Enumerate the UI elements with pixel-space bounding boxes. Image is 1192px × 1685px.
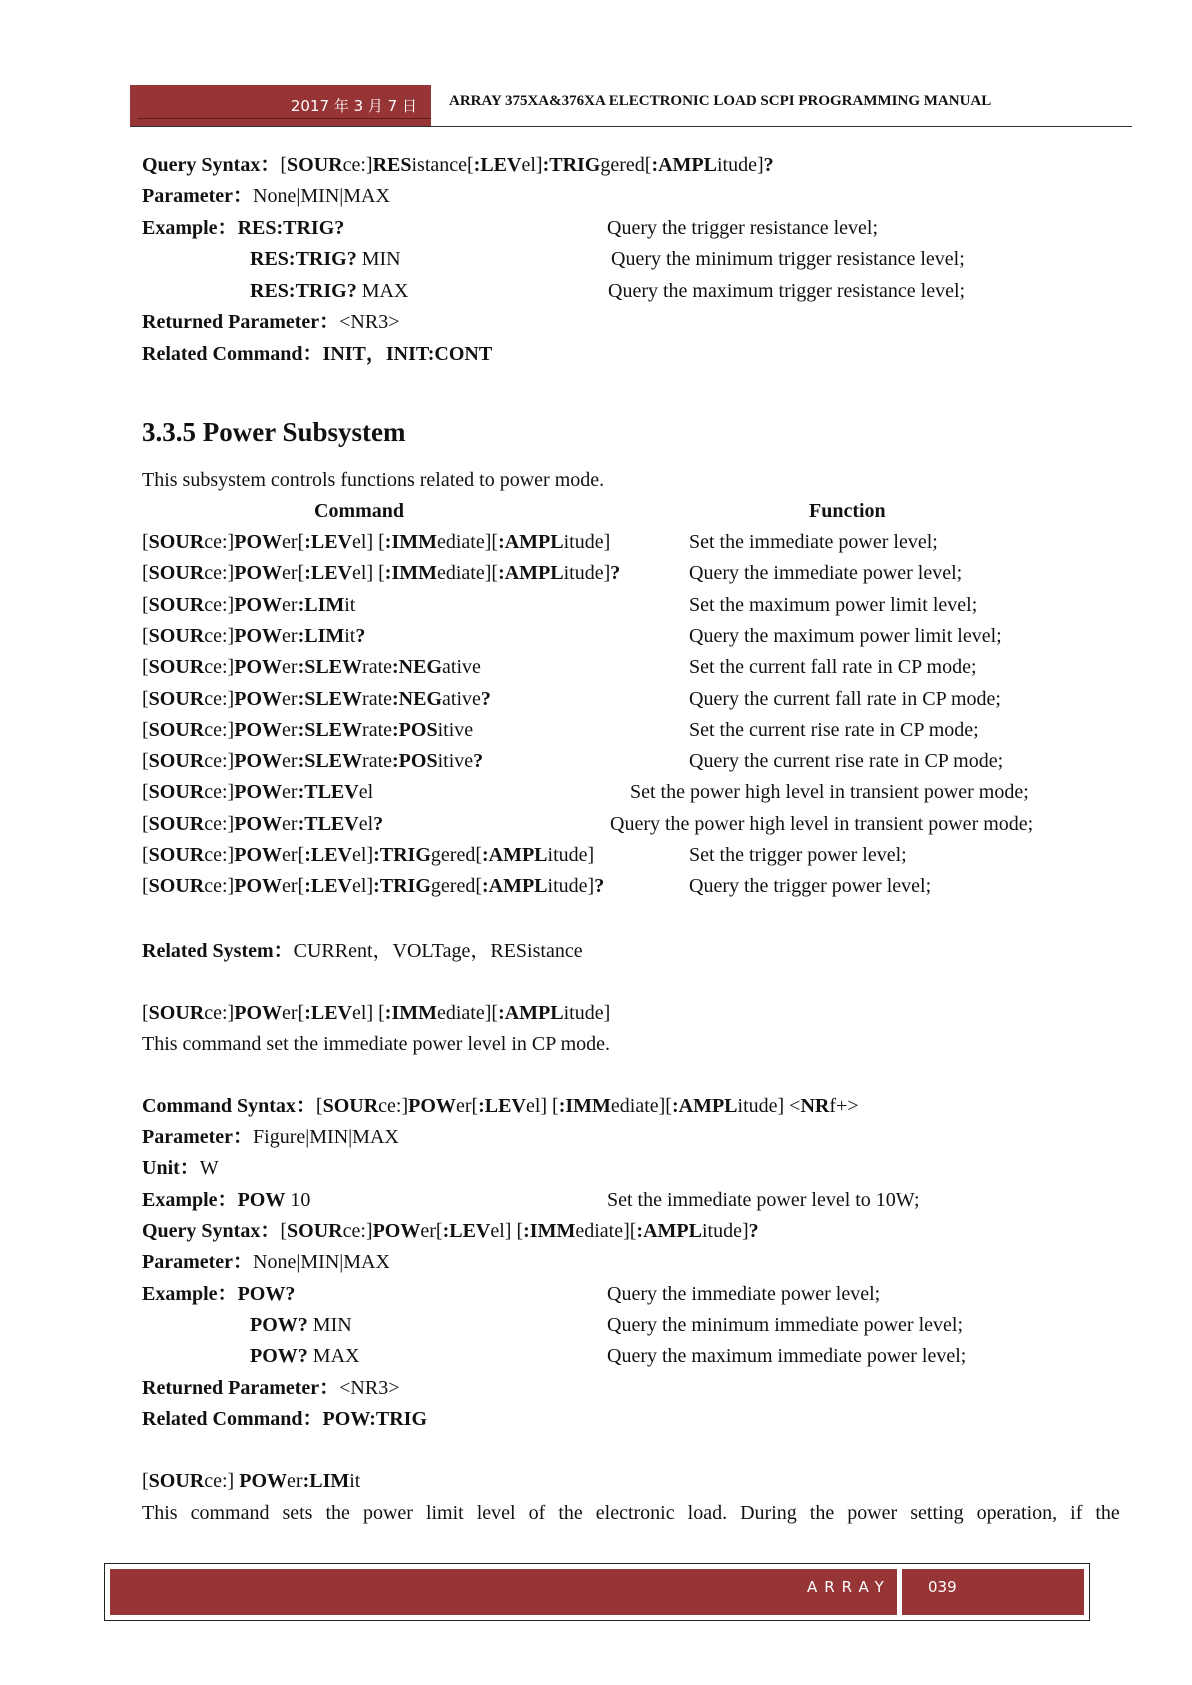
table-row-function: Query the power high level in transient power mode;	[610, 812, 1034, 835]
returned-value: <NR3>	[339, 1377, 400, 1399]
query-syntax-line	[142, 153, 774, 177]
example-desc: Query the trigger resistance level;	[607, 217, 878, 239]
block2-title-text: [SOURce:]POWer[:LEVel] [:IMMediate][:AMPLitude]	[142, 1002, 611, 1024]
block3-title	[142, 1469, 360, 1493]
header-date: 2017 年 3 月 7 日	[290, 97, 417, 115]
table-row-function: Query the current fall rate in CP mode;	[689, 687, 1001, 710]
column-header-command-text: Command	[314, 500, 405, 522]
query-syntax-value: [SOURce:]POWer[:LEVel] [:IMMediate][:AMPLitude]?	[280, 1220, 759, 1242]
header-rule	[130, 126, 1132, 127]
word: load.	[687, 1502, 728, 1524]
example-cmd: RES:TRIG?	[237, 217, 345, 239]
column-header-function-text: Function	[809, 500, 886, 522]
example-arg: MAX	[307, 1345, 360, 1367]
word: power	[362, 1502, 413, 1524]
word: command	[190, 1502, 270, 1524]
column-header-command	[314, 499, 404, 523]
related-system-line	[142, 939, 583, 963]
section-heading: 3.3.5 Power Subsystem	[142, 417, 406, 447]
block2-desc: This command set the immediate power level in CP mode.	[142, 1033, 611, 1055]
returned-value: <NR3>	[339, 311, 400, 333]
example-cmd: POW	[237, 1189, 286, 1211]
table-row-command: [SOURce:]POWer:SLEWrate:NEGative?	[142, 687, 491, 710]
example-desc: Query the immediate power level;	[607, 1283, 881, 1305]
word: limit	[425, 1502, 464, 1524]
returned-parameter-line	[142, 310, 400, 334]
word: electronic	[595, 1502, 675, 1524]
word: the	[1095, 1502, 1120, 1524]
table-row-command: [SOURce:]POWer:LIMit	[142, 593, 356, 616]
table-row-command: [SOURce:]POWer[:LEVel]:TRIGgered[:AMPLitude]	[142, 844, 595, 866]
example-desc: Query the maximum immediate power level;	[607, 1345, 967, 1367]
related-system-label: Related System：	[142, 940, 294, 962]
table-row-command: [SOURce:]POWer:LIMit?	[142, 624, 366, 647]
table-row-function: Query the maximum power limit level;	[689, 624, 1002, 647]
example-arg: MIN	[356, 248, 401, 270]
block2-title	[142, 1001, 610, 1025]
footer-brand: ARRAY	[807, 1578, 891, 1596]
query-syntax-value: [SOURce:]RESistance[:LEVel]:TRIGgered[:AMPLitude]?	[280, 154, 774, 176]
table-row-function: Set the current fall rate in CP mode;	[689, 656, 977, 679]
word: the	[809, 1502, 835, 1524]
returned-label: Returned Parameter：	[142, 1377, 340, 1399]
parameter-label: Parameter：	[142, 1251, 254, 1273]
parameter-line	[142, 184, 390, 208]
word: level	[476, 1502, 516, 1524]
header-date-bar	[130, 85, 431, 126]
unit-value: W	[199, 1157, 219, 1179]
table-row-function: Set the maximum power limit level;	[689, 593, 978, 616]
example-cmd: RES:TRIG?	[250, 248, 357, 270]
table-row-command: [SOURce:]POWer[:LEVel]:TRIGgered[:AMPLitude]?	[142, 875, 605, 898]
returned-label: Returned Parameter：	[142, 311, 340, 333]
parameter-label: Parameter：	[142, 1126, 254, 1148]
example-arg: 10	[285, 1189, 311, 1211]
column-header-function	[809, 499, 886, 523]
word: if	[1070, 1502, 1083, 1524]
word: the	[325, 1502, 350, 1524]
parameter-value: None|MIN|MAX	[253, 1251, 390, 1273]
example-line	[250, 279, 408, 303]
table-row-command: [SOURce:]POWer:SLEWrate:NEGative	[142, 656, 481, 679]
word: operation,	[976, 1502, 1058, 1524]
word: setting	[910, 1502, 964, 1524]
page-number: 039	[928, 1578, 957, 1596]
command-syntax-label: Command Syntax：	[142, 1095, 316, 1117]
example-cmd: RES:TRIG?	[250, 280, 357, 302]
returned-parameter-line	[142, 1376, 400, 1400]
query-syntax-label: Query Syntax：	[142, 1220, 281, 1242]
unit-label: Unit：	[142, 1157, 200, 1179]
example-label: Example：	[142, 217, 238, 239]
table-row-command: [SOURce:]POWer:TLEVel?	[142, 812, 384, 835]
parameter-value: Figure|MIN|MAX	[253, 1126, 399, 1148]
word: During	[740, 1502, 797, 1524]
command-syntax-value: [SOURce:]POWer[:LEVel] [:IMMediate][:AMPLitude] <NRf+>	[315, 1095, 859, 1117]
related-label: Related Command：	[142, 343, 323, 365]
example-label: Example：	[142, 1189, 238, 1211]
table-row-command: [SOURce:]POWer:TLEVel	[142, 781, 374, 804]
table-row-function: Query the trigger power level;	[689, 875, 932, 898]
word: This	[142, 1502, 178, 1524]
example-arg: MAX	[356, 280, 409, 302]
parameter-value: None|MIN|MAX	[253, 185, 390, 207]
example-line	[250, 1313, 352, 1337]
header-accent-line	[138, 118, 431, 119]
table-row-command: [SOURce:]POWer:SLEWrate:POSitive?	[142, 750, 484, 773]
example-desc: Query the minimum trigger resistance level;	[611, 248, 965, 270]
table-row-command: [SOURce:]POWer:SLEWrate:POSitive	[142, 718, 474, 741]
related-system-value: CURRent，VOLTage，RESistance	[293, 940, 583, 962]
parameter-line	[142, 1250, 390, 1274]
example-line	[142, 1188, 310, 1212]
word: sets	[282, 1502, 313, 1524]
example-line	[250, 247, 401, 271]
related-command-line	[142, 1407, 427, 1431]
related-value: POW:TRIG	[322, 1408, 427, 1430]
block3-desc	[142, 1501, 1120, 1525]
related-command-line	[142, 342, 492, 366]
example-line	[142, 1282, 295, 1306]
unit-line	[142, 1156, 219, 1180]
table-row-function: Set the current rise rate in CP mode;	[689, 718, 979, 741]
command-syntax-line	[142, 1094, 859, 1118]
example-cmd: POW?	[250, 1314, 308, 1336]
example-desc: Query the maximum trigger resistance level;	[608, 280, 966, 302]
parameter-label: Parameter：	[142, 185, 254, 207]
example-cmd: POW?	[250, 1345, 308, 1367]
table-row-function: Query the current rise rate in CP mode;	[689, 750, 1004, 773]
table-row-function: Query the immediate power level;	[689, 562, 963, 585]
example-cmd: POW?	[237, 1283, 296, 1305]
table-row-function: Set the trigger power level;	[689, 844, 907, 866]
word: power	[847, 1502, 898, 1524]
table-row-function: Set the power high level in transient power mode;	[630, 781, 1029, 804]
word: the	[558, 1502, 583, 1524]
header-title: ARRAY 375XA&376XA ELECTRONIC LOAD SCPI PROGRAMMING MANUAL	[449, 93, 992, 109]
example-label: Example：	[142, 1283, 238, 1305]
word: of	[528, 1502, 546, 1524]
parameter-line	[142, 1125, 399, 1149]
related-label: Related Command：	[142, 1408, 323, 1430]
section-intro: This subsystem controls functions related to power mode.	[142, 469, 605, 491]
example-line	[142, 216, 344, 240]
related-value: INIT，INIT:CONT	[322, 343, 493, 365]
example-desc: Set the immediate power level to 10W;	[607, 1189, 920, 1211]
table-row-function: Set the immediate power level;	[689, 531, 938, 553]
table-row-command: [SOURce:]POWer[:LEVel] [:IMMediate][:AMPLitude]	[142, 531, 611, 553]
query-syntax-line	[142, 1219, 759, 1243]
table-row-command: [SOURce:]POWer[:LEVel] [:IMMediate][:AMPLitude]?	[142, 562, 621, 585]
example-desc: Query the minimum immediate power level;	[607, 1314, 964, 1336]
example-line	[250, 1344, 359, 1368]
query-syntax-label: Query Syntax：	[142, 154, 281, 176]
block3-title-text: [SOURce:] POWer:LIMit	[142, 1470, 361, 1492]
footer-separator	[897, 1569, 902, 1615]
example-arg: MIN	[307, 1314, 352, 1336]
